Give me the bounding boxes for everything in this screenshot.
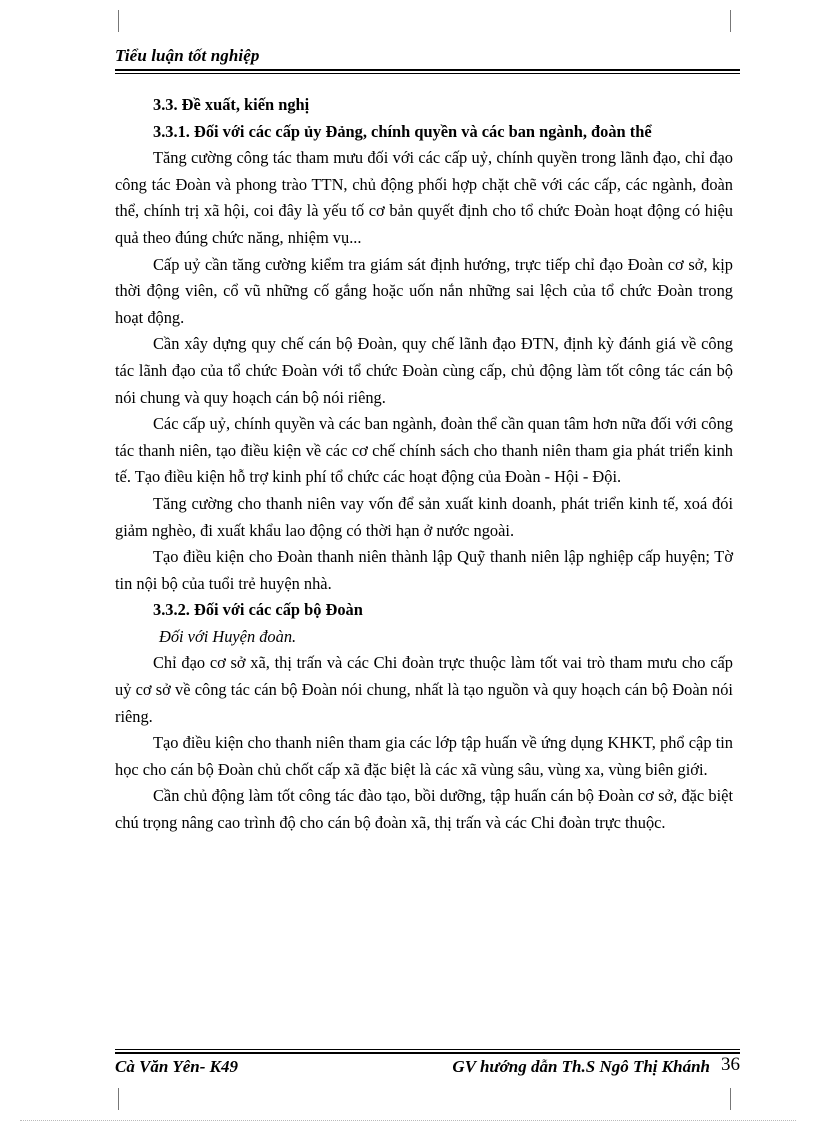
paragraph: Tạo điều kiện cho thanh niên tham gia các lớp tập huấn về ứng dụng KHKT, phổ cập tin học cho cán bộ Đoàn chủ chốt cấp xã đặc biệt là các xã vùng sâu, vùng xa, vùng biên giới. — [115, 733, 733, 779]
footer-author: Cà Văn Yên- K49 — [115, 1057, 238, 1076]
footer-advisor: GV hướng dẫn Th.S Ngô Thị Khánh — [452, 1057, 710, 1076]
paragraph: Cấp uỷ cần tăng cường kiểm tra giám sát định hướng, trực tiếp chỉ đạo Đoàn cơ sở, kịp thời động viên, cổ vũ những cố gắng hoặc uốn nắn những sai lệch của tổ chức Đoàn trong hoạt động. — [115, 254, 733, 327]
header-rule — [115, 73, 740, 74]
footer-rule — [115, 1049, 740, 1050]
page-body — [115, 92, 733, 837]
paragraph: Tạo điều kiện cho Đoàn thanh niên thành lập Quỹ thanh niên lập nghiệp cấp huyện; Tờ tin nội bộ của tuổi trẻ huyện nhà. — [115, 547, 733, 593]
section-heading: 3.3. Đề xuất, kiến nghị — [153, 95, 310, 114]
paragraph: Cần chủ động làm tốt công tác đào tạo, bồi dưỡng, tập huấn cán bộ Đoàn cơ sở, đặc biệt chú trọng nâng cao trình độ cho cán bộ đoàn xã, thị trấn và các Chi đoàn trực thuộc. — [115, 786, 733, 833]
page-header — [115, 46, 740, 66]
crop-mark — [730, 10, 753, 32]
italic-subheading: Đối với Huyện đoàn. — [159, 626, 297, 646]
footer-rule — [115, 1052, 740, 1054]
paragraph: Cần xây dựng quy chế cán bộ Đoàn, quy chế lãnh đạo ĐTN, định kỳ đánh giá về công tác lãnh đạo của tổ chức Đoàn với tổ chức Đoàn cùng cấp, chủ động làm tốt công tác cán bộ nói chung và quy hoạch cán bộ nói riêng. — [115, 334, 733, 407]
subsection-heading: 3.3.2. Đối với các cấp bộ Đoàn — [153, 600, 363, 620]
crop-mark — [96, 1088, 119, 1110]
page-footer — [115, 1054, 740, 1079]
paragraph: Tăng cường cho thanh niên vay vốn để sản xuất kinh doanh, phát triển kinh tế, xoá đói giảm nghèo, đi xuất khẩu lao động có thời hạn ở nước ngoài. — [115, 493, 733, 540]
paragraph: Các cấp uỷ, chính quyền và các ban ngành, đoàn thể cần quan tâm hơn nữa đối với công tác thanh niên, tạo điều kiện về các cơ chế chính sách cho thanh niên tham gia phát triển kinh tế. Tạo điều kiện hỗ trợ kinh phí tổ chức các hoạt động của Đoàn - Hội - Đội. — [115, 414, 733, 487]
paragraph: Tăng cường công tác tham mưu đối với các cấp uỷ, chính quyền trong lãnh đạo, chỉ đạo công tác Đoàn và phong trào TTN, chủ động phối hợp chặt chẽ với các cấp, các ngành, đoàn thể, chính trị xã hội, coi đây là yếu tố cơ bản quyết định cho tổ chức Đoàn hoạt động có hiệu quả theo đúng chức năng, nhiệm vụ... — [115, 148, 733, 247]
page-number: 36 — [721, 1054, 740, 1075]
header-title: Tiểu luận tốt nghiệp — [115, 46, 260, 65]
page-edge-line — [20, 1120, 796, 1121]
header-rule — [115, 69, 740, 71]
subsection-heading: 3.3.1. Đối với các cấp ủy Đảng, chính quyền và các ban ngành, đoàn thể — [153, 121, 652, 141]
crop-mark — [96, 10, 119, 32]
crop-mark — [730, 1088, 753, 1110]
paragraph: Chỉ đạo cơ sở xã, thị trấn và các Chi đoàn trực thuộc làm tốt vai trò tham mưu cho cấp uỷ cơ sở về công tác cán bộ Đoàn nói chung, nhất là tạo nguồn và quy hoạch cán bộ Đoàn nói riêng. — [115, 653, 733, 726]
